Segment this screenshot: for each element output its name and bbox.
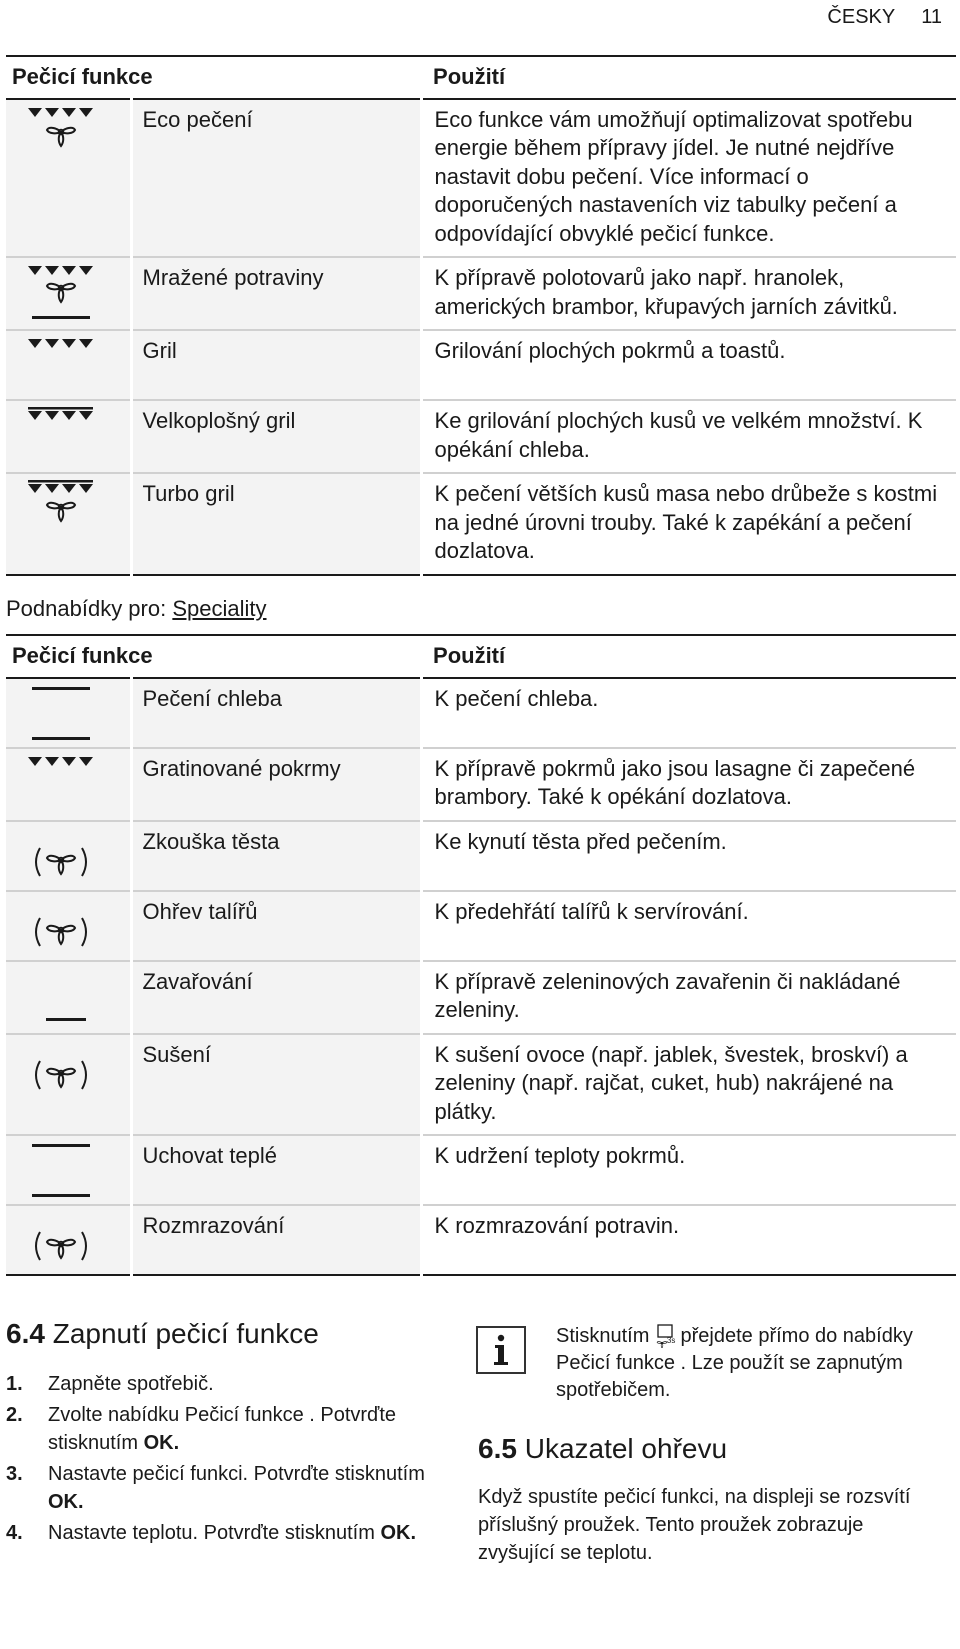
ok-key: OK. <box>143 1432 180 1454</box>
col-function-header: Pečicí funkce <box>12 643 153 668</box>
function-usage: K předehřátí talířů k servírování. <box>434 898 749 924</box>
table-row <box>6 748 956 821</box>
list-item <box>6 1460 446 1516</box>
section-title: Ukazatel ohřevu <box>524 1433 728 1464</box>
table-row <box>6 1135 956 1205</box>
grill-icon <box>26 755 96 769</box>
step-number: 4. <box>6 1522 23 1544</box>
table-header <box>6 635 956 678</box>
function-name: Zavařování <box>131 961 421 1034</box>
section-title-6-5 <box>478 1433 727 1465</box>
function-usage: K udržení teploty pokrmů. <box>434 1143 686 1168</box>
baking-functions-table <box>6 55 956 576</box>
step-text: Nastavte pečicí funkci. Potvrďte stisknutím <box>48 1463 425 1485</box>
step-number: 2. <box>6 1404 23 1426</box>
language-label: ČESKY <box>827 6 896 28</box>
function-usage: K sušení ovoce (např. jablek, švestek, broskví) a zeleniny (např. rajčat, cuket, hub) nakrájené na plátky. <box>434 1041 908 1124</box>
section-paragraph: Když spustíte pečicí funkci, na displeji se rozsvítí příslušný proužek. Tento proužek zobrazuje zvyšující se teplotu. <box>478 1486 911 1564</box>
function-usage: K pečení větších kusů masa nebo drůbeže s kostmi na jedné úrovni trouby. Také k zapékání a pečení dozlatova. <box>434 481 938 563</box>
list-item <box>6 1401 446 1457</box>
function-name: Gratinované pokrmy <box>131 748 421 821</box>
fan-ring-icon <box>26 1212 96 1268</box>
table-row <box>6 257 956 330</box>
note-text-after: přejdete přímo do nabídky Pečicí funkce . Lze použít se zapnutým spotřebičem. <box>556 1325 913 1401</box>
fan-ring-icon <box>26 828 96 884</box>
ok-key: OK. <box>48 1491 84 1513</box>
function-name: Mražené potraviny <box>131 257 421 330</box>
table-row <box>6 473 956 575</box>
function-usage: Ke grilování plochých kusů ve velkém množství. K opékání chleba. <box>434 408 923 462</box>
function-name: Pečení chleba <box>131 678 421 748</box>
function-usage: K pečení chleba. <box>434 685 599 711</box>
function-name: Ohřev talířů <box>131 891 421 961</box>
table-header <box>6 56 956 99</box>
key-caption: 3s <box>666 1336 676 1345</box>
section-number: 6.4 <box>6 1318 45 1349</box>
function-name: Uchovat teplé <box>131 1135 421 1205</box>
bottom-heat-icon <box>26 968 96 1026</box>
function-name: Eco pečení <box>131 99 421 258</box>
fan-ring-icon <box>26 1041 96 1097</box>
full-grill-icon <box>26 407 96 423</box>
function-name: Turbo gril <box>131 473 421 575</box>
info-note <box>556 1323 916 1404</box>
ok-key: OK. <box>380 1522 416 1544</box>
function-usage: K přípravě pokrmů jako jsou lasagne či zapečené brambory. Také k opékání dozlatova. <box>434 755 916 809</box>
step-number: 1. <box>6 1373 23 1395</box>
table-row <box>6 99 956 258</box>
function-usage: Grilování plochých pokrmů a toastů. <box>434 338 786 363</box>
info-icon <box>476 1326 526 1374</box>
function-usage: Ke kynutí těsta před pečením. <box>434 828 727 854</box>
function-name: Sušení <box>131 1034 421 1136</box>
steps-list <box>6 1370 446 1550</box>
function-usage: Eco funkce vám umožňují optimalizovat spotřebu energie během přípravy jídel. Je nutné nejdříve nastavit dobu pečení. Více informací o doporučených nastaveních viz tabulky pečení a odpovídající obvyklé pečicí funkce. <box>434 106 913 246</box>
function-name: Zkouška těsta <box>131 821 421 891</box>
submenu-name: Speciality <box>172 596 267 621</box>
page-header <box>801 6 942 29</box>
table-row <box>6 891 956 961</box>
section-title: Zapnutí pečicí funkce <box>52 1318 319 1349</box>
table-row <box>6 678 956 748</box>
speciality-functions-table <box>6 634 956 1276</box>
table-row <box>6 330 956 400</box>
top-bottom-heat-icon <box>26 1142 96 1200</box>
step-text: Zvolte nabídku Pečicí funkce . Potvrďte stisknutím <box>48 1404 397 1454</box>
fan-ring-icon <box>26 898 96 954</box>
step-text: Nastavte teplotu. Potvrďte stisknutím <box>48 1522 381 1544</box>
step-text: Zapněte spotřebič. <box>48 1373 214 1395</box>
section-number: 6.5 <box>478 1433 517 1464</box>
fan-with-grill-and-bottom-heat-icon <box>26 264 96 322</box>
function-name: Velkoplošný gril <box>131 400 421 473</box>
function-usage: K rozmrazování potravin. <box>434 1213 680 1238</box>
col-usage-header: Použití <box>433 64 506 89</box>
col-function-header: Pečicí funkce <box>12 64 153 89</box>
grill-icon <box>26 337 96 351</box>
function-name: Gril <box>131 330 421 400</box>
section-title-6-4 <box>6 1318 319 1350</box>
fan-with-top-and-ring-heat-icon <box>26 106 96 158</box>
submenu-heading <box>6 596 267 622</box>
function-usage: K přípravě zeleninových zavařenin či nakládané zeleniny. <box>434 968 901 1022</box>
turbo-grill-icon <box>26 480 96 532</box>
page-number: 11 <box>921 6 942 28</box>
list-item <box>6 1370 446 1398</box>
table-row <box>6 821 956 891</box>
note-text-before: Stisknutím <box>556 1325 650 1347</box>
table-row <box>6 961 956 1034</box>
list-item <box>6 1519 446 1547</box>
table-row <box>6 1034 956 1136</box>
table-row <box>6 1205 956 1275</box>
submenu-prefix: Podnabídky pro: <box>6 596 167 621</box>
function-name: Rozmrazování <box>131 1205 421 1275</box>
fan-key-icon <box>655 1324 675 1348</box>
function-usage: K přípravě polotovarů jako např. hranolek, amerických brambor, křupavých jarních závitků. <box>434 265 898 319</box>
top-bottom-heat-icon <box>26 685 96 743</box>
step-number: 3. <box>6 1463 23 1485</box>
table-row <box>6 400 956 473</box>
col-usage-header: Použití <box>433 643 506 668</box>
